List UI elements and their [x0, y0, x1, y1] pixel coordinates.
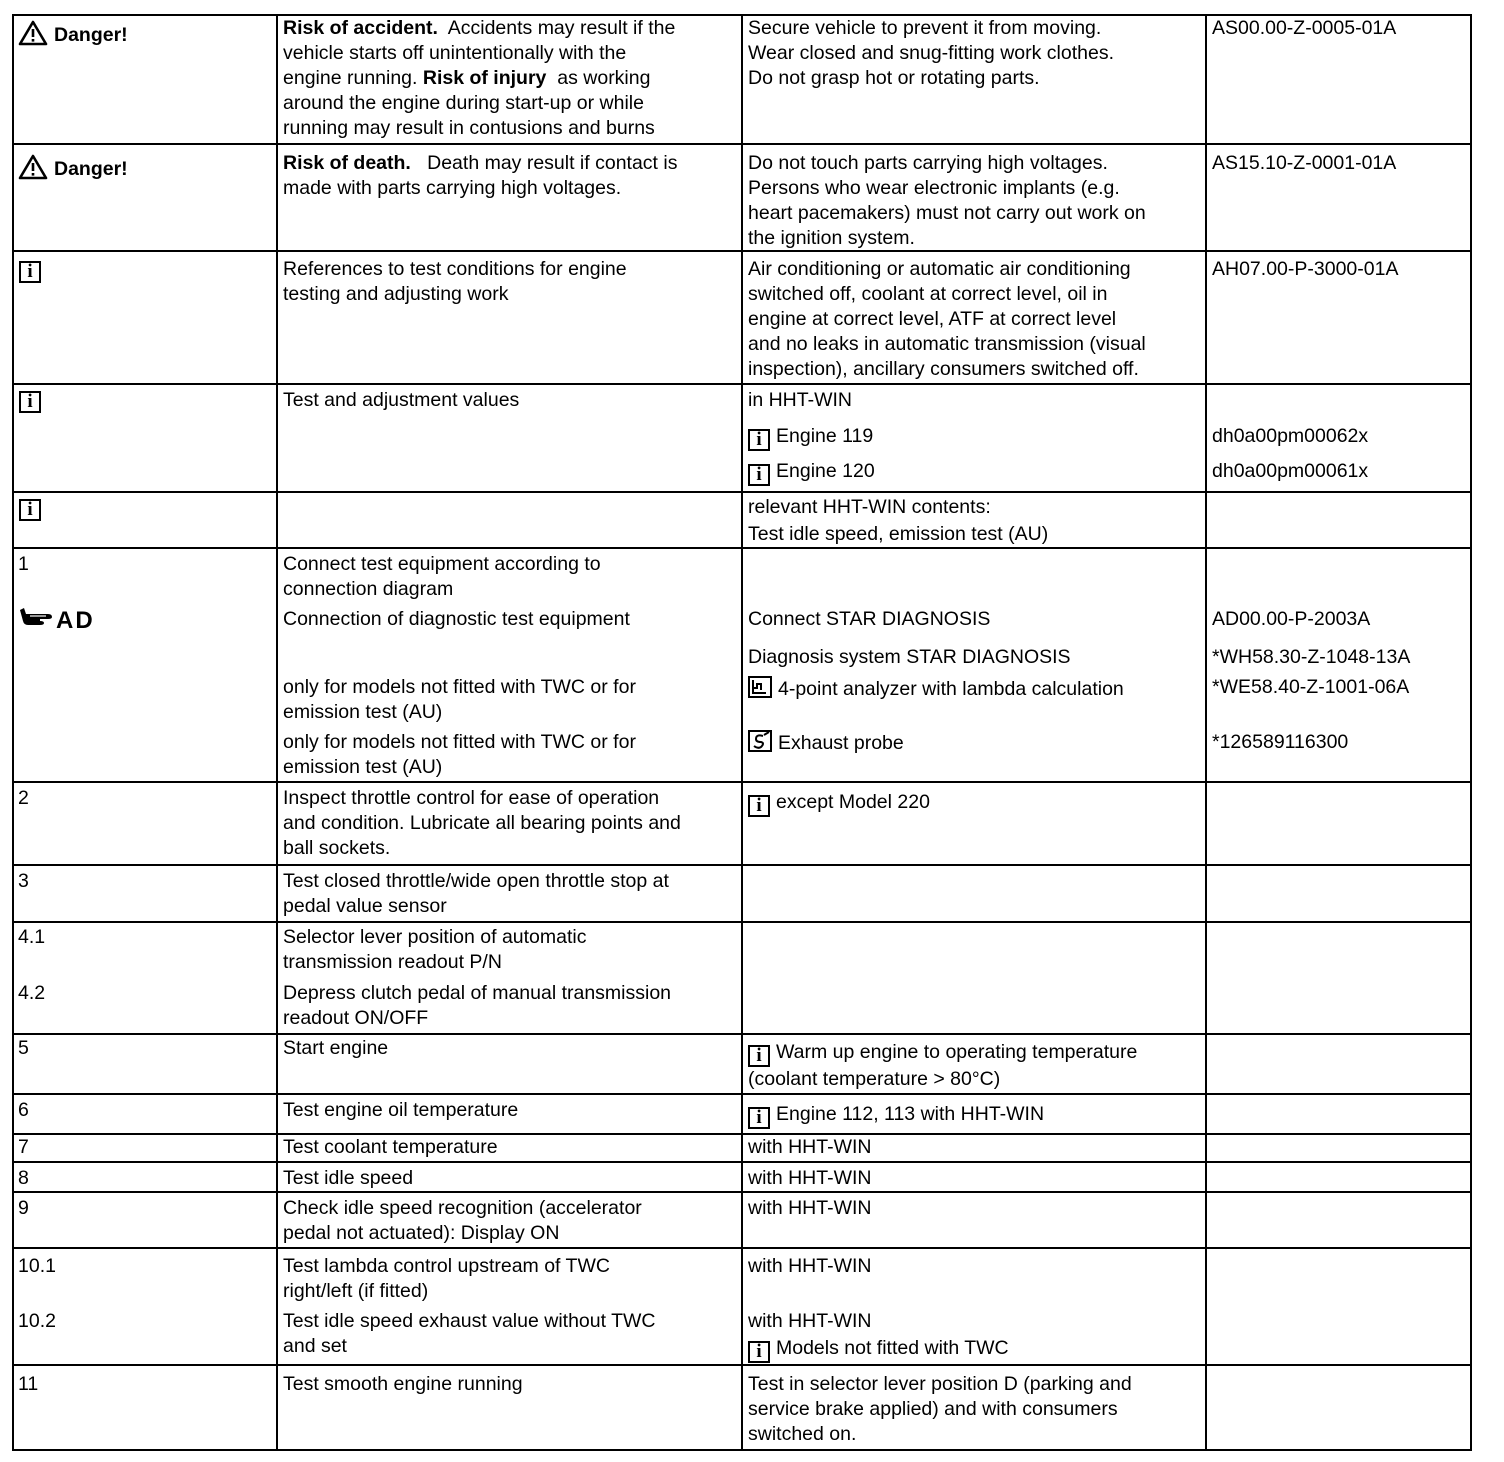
info-icon: i: [748, 1341, 770, 1363]
reference[interactable]: *WE58.40-Z-1001-06A: [1212, 676, 1410, 698]
description: Test idle speed: [283, 1167, 414, 1189]
description: Test coolant temperature: [283, 1136, 498, 1158]
step-number: 5: [18, 1037, 29, 1059]
step-number: 8: [18, 1167, 29, 1189]
tool-item: Exhaust probe: [748, 730, 904, 756]
info-icon: i: [748, 1045, 770, 1067]
note: with HHT-WIN: [748, 1255, 872, 1277]
tool-item: 4-point analyzer with lambda calculation: [748, 676, 1124, 702]
risk-text: Risk of accident. Accidents may result if the vehicle starts off unintentionally with the engine running. Risk of injury as working around the engine during start-up or while running may result in contusions and burns: [283, 17, 676, 139]
danger-label: Danger!: [18, 20, 128, 48]
step-number: 9: [18, 1197, 29, 1219]
reference[interactable]: *WH58.30-Z-1048-13A: [1212, 646, 1411, 668]
warning-triangle-icon: [18, 154, 48, 180]
note: in HHT-WIN: [748, 389, 852, 411]
notes: relevant HHT-WIN contents: Test idle speed, emission test (AU): [748, 496, 1049, 545]
description: Depress clutch pedal of manual transmission readout ON/OFF: [283, 982, 672, 1029]
step-number: 10.2: [18, 1310, 56, 1332]
notes: Air conditioning or automatic air conditioning switched off, coolant at correct level, oil in engine at correct level, ATF at correct level and no leaks in automatic transmission (visual inspection), ancillary consumers switched off.: [748, 258, 1146, 380]
step-number: 11: [18, 1373, 39, 1395]
description: only for models not fitted with TWC or for emission test (AU): [283, 676, 636, 723]
notes: Test in selector lever position D (parking and service brake applied) and with consumers switched on.: [748, 1373, 1132, 1445]
exhaust-probe-icon: [748, 730, 772, 752]
description: Connection of diagnostic test equipment: [283, 608, 630, 630]
note: i except Model 220: [748, 790, 930, 817]
pointing-hand-icon: [18, 606, 54, 630]
description: Inspect throttle control for ease of operation and condition. Lubricate all bearing points and ball sockets.: [283, 787, 681, 859]
step-number: 4.2: [18, 982, 46, 1004]
info-icon: i: [748, 1107, 770, 1129]
reference[interactable]: dh0a00pm00061x: [1212, 460, 1369, 482]
reference[interactable]: dh0a00pm00062x: [1212, 425, 1369, 447]
step-number: 1: [18, 553, 29, 575]
description: Selector lever position of automatic transmission readout P/N: [283, 926, 587, 973]
warning-triangle-icon: [18, 20, 48, 46]
info-icon: i: [19, 261, 41, 283]
note: with HHT-WIN: [748, 1136, 872, 1158]
notes: i Warm up engine to operating temperature (coolant temperature > 80°C): [748, 1041, 1138, 1090]
note: i Engine 112, 113 with HHT-WIN: [748, 1102, 1044, 1129]
info-icon: i: [748, 429, 770, 451]
note: Connect STAR DIAGNOSIS: [748, 608, 991, 630]
measures: Do not touch parts carrying high voltages. Persons who wear electronic implants (e.g. heart pacemakers) must not carry out work on the ignition system.: [748, 152, 1146, 249]
step-number: 3: [18, 870, 29, 892]
description: Connect test equipment according to connection diagram: [283, 553, 601, 600]
info-icon: i: [19, 499, 41, 521]
engine-item: i Engine 120: [748, 459, 875, 486]
description: References to test conditions for engine testing and adjusting work: [283, 258, 627, 305]
reference[interactable]: AS15.10-Z-0001-01A: [1212, 152, 1397, 174]
notes: with HHT-WIN i Models not fitted with TWC: [748, 1310, 1009, 1362]
step-number: 4.1: [18, 926, 46, 948]
description: Check idle speed recognition (accelerator pedal not actuated): Display ON: [283, 1197, 642, 1244]
note: with HHT-WIN: [748, 1197, 872, 1219]
step-number: 7: [18, 1136, 29, 1158]
info-icon: i: [19, 391, 41, 413]
info-icon: i: [748, 795, 770, 817]
description: Test engine oil temperature: [283, 1099, 519, 1121]
reference[interactable]: *126589116300: [1212, 731, 1349, 753]
analyzer-tool-icon: [748, 676, 772, 698]
description: Test idle speed exhaust value without TWC and set: [283, 1310, 656, 1357]
engine-item: i Engine 119: [748, 424, 873, 451]
description: Start engine: [283, 1037, 389, 1059]
description: Test smooth engine running: [283, 1373, 523, 1395]
procedure-table: [12, 14, 1488, 1456]
measures: Secure vehicle to prevent it from moving. Wear closed and snug-fitting work clothes. Do not grasp hot or rotating parts.: [748, 17, 1114, 89]
step-number: 6: [18, 1099, 29, 1121]
risk-text: Risk of death. Death may result if contact is made with parts carrying high voltages.: [283, 152, 678, 199]
info-icon: i: [748, 464, 770, 486]
reference[interactable]: AS00.00-Z-0005-01A: [1212, 17, 1397, 39]
ad-label: AD: [18, 606, 95, 633]
danger-label: Danger!: [18, 154, 128, 182]
description: Test closed throttle/wide open throttle stop at pedal value sensor: [283, 870, 669, 917]
description: Test and adjustment values: [283, 389, 520, 411]
step-number: 2: [18, 787, 29, 809]
reference[interactable]: AH07.00-P-3000-01A: [1212, 258, 1399, 280]
description: only for models not fitted with TWC or for emission test (AU): [283, 731, 636, 778]
reference[interactable]: AD00.00-P-2003A: [1212, 608, 1371, 630]
description: Test lambda control upstream of TWC right/left (if fitted): [283, 1255, 610, 1302]
note: with HHT-WIN: [748, 1167, 872, 1189]
note: Diagnosis system STAR DIAGNOSIS: [748, 646, 1071, 668]
step-number: 10.1: [18, 1255, 56, 1277]
